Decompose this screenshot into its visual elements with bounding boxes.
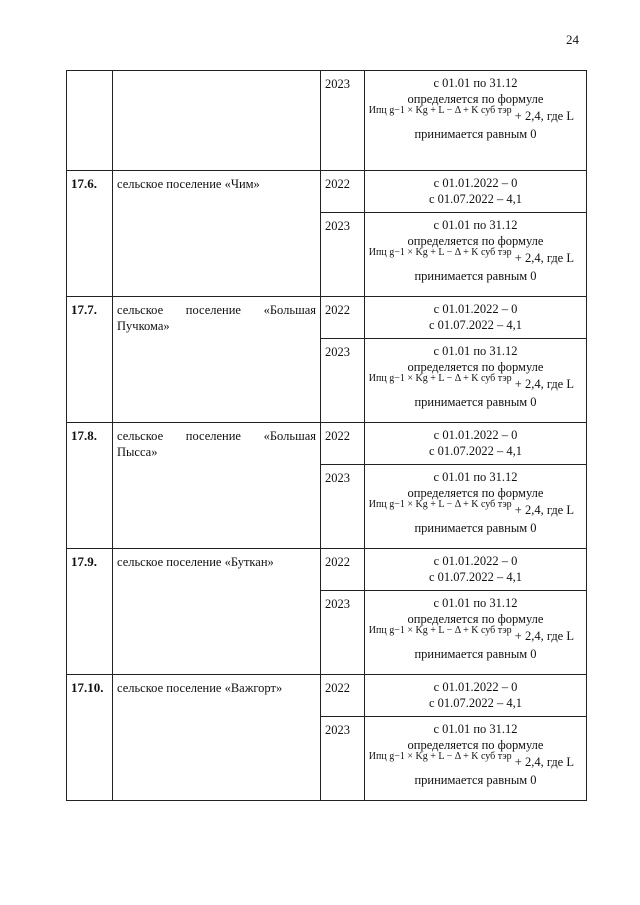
- period-value: [365, 71, 587, 171]
- period-value: [365, 213, 587, 297]
- period-value: [365, 171, 587, 213]
- formula-expression: Ипц g−1 × Kg + L − Δ + K суб тэр: [368, 625, 512, 636]
- period-value: [365, 339, 587, 423]
- item-number: 17.8.: [67, 423, 113, 549]
- table-row: [67, 297, 587, 339]
- value-line: с 01.01 по 31.12: [433, 218, 518, 232]
- value-line: с 01.01 по 31.12: [433, 76, 518, 90]
- table-row: [67, 423, 587, 465]
- period-year: 2022: [321, 675, 365, 717]
- formula: [367, 105, 584, 126]
- value-line: принимается равным 0: [414, 127, 537, 141]
- value-line: с 01.01 по 31.12: [433, 344, 518, 358]
- value-line: определяется по формуле: [407, 360, 544, 374]
- formula-tail: + 2,4, где L: [514, 251, 574, 265]
- value-line: с 01.07.2022 – 4,1: [428, 192, 523, 206]
- page-number: 24: [566, 32, 579, 47]
- formula-expression: Ипц g−1 × Kg + L − Δ + K суб тэр: [368, 373, 512, 384]
- period-value: [365, 297, 587, 339]
- table-row: [67, 549, 587, 591]
- value-line: с 01.01.2022 – 0: [433, 302, 518, 316]
- table-row: [67, 71, 587, 171]
- value-line: принимается равным 0: [414, 395, 537, 409]
- period-value: [365, 717, 587, 801]
- value-line: с 01.07.2022 – 4,1: [428, 570, 523, 584]
- settlement-name: сельское поселение «Чим»: [113, 171, 321, 297]
- value-line: принимается равным 0: [414, 269, 537, 283]
- tariff-table: [66, 70, 587, 801]
- item-number: 17.10.: [67, 675, 113, 801]
- table-body: [67, 71, 587, 801]
- item-number: 17.7.: [67, 297, 113, 423]
- period-value: [365, 423, 587, 465]
- value-line: с 01.01.2022 – 0: [433, 680, 518, 694]
- value-line: с 01.01 по 31.12: [433, 722, 518, 736]
- value-line: с 01.01.2022 – 0: [433, 554, 518, 568]
- value-line: определяется по формуле: [407, 612, 544, 626]
- settlement-name: сельское поселение «Большая Пысса»: [113, 423, 321, 549]
- formula: [367, 373, 584, 394]
- value-line: с 01.01 по 31.12: [433, 596, 518, 610]
- formula-expression: Ипц g−1 × Kg + L − Δ + K суб тэр: [368, 751, 512, 762]
- formula-tail: + 2,4, где L: [514, 377, 574, 391]
- value-line: с 01.01.2022 – 0: [433, 176, 518, 190]
- formula-expression: Ипц g−1 × Kg + L − Δ + K суб тэр: [368, 499, 512, 510]
- formula-tail: + 2,4, где L: [514, 629, 574, 643]
- table-row: [67, 171, 587, 213]
- settlement-name: [113, 71, 321, 171]
- formula: [367, 751, 584, 772]
- value-line: принимается равным 0: [414, 647, 537, 661]
- value-line: определяется по формуле: [407, 234, 544, 248]
- period-year: 2023: [321, 71, 365, 171]
- settlement-name: сельское поселение «Важгорт»: [113, 675, 321, 801]
- formula-expression: Ипц g−1 × Kg + L − Δ + K суб тэр: [368, 105, 512, 116]
- settlement-name: сельское поселение «Буткан»: [113, 549, 321, 675]
- period-year: 2023: [321, 213, 365, 297]
- period-year: 2022: [321, 423, 365, 465]
- item-number: 17.9.: [67, 549, 113, 675]
- value-line: с 01.01.2022 – 0: [433, 428, 518, 442]
- formula-expression: Ипц g−1 × Kg + L − Δ + K суб тэр: [368, 247, 512, 258]
- value-line: определяется по формуле: [407, 92, 544, 106]
- period-year: 2023: [321, 591, 365, 675]
- table-row: [67, 675, 587, 717]
- value-line: принимается равным 0: [414, 773, 537, 787]
- period-year: 2023: [321, 339, 365, 423]
- formula-tail: + 2,4, где L: [514, 503, 574, 517]
- period-value: [365, 591, 587, 675]
- value-line: с 01.07.2022 – 4,1: [428, 444, 523, 458]
- value-line: принимается равным 0: [414, 521, 537, 535]
- item-number: [67, 71, 113, 171]
- period-year: 2022: [321, 549, 365, 591]
- formula: [367, 247, 584, 268]
- value-line: с 01.01 по 31.12: [433, 470, 518, 484]
- period-year: 2023: [321, 717, 365, 801]
- value-line: с 01.07.2022 – 4,1: [428, 318, 523, 332]
- period-year: 2022: [321, 297, 365, 339]
- period-year: 2022: [321, 171, 365, 213]
- period-value: [365, 675, 587, 717]
- value-line: с 01.07.2022 – 4,1: [428, 696, 523, 710]
- formula-tail: + 2,4, где L: [514, 755, 574, 769]
- value-line: определяется по формуле: [407, 738, 544, 752]
- period-value: [365, 465, 587, 549]
- formula: [367, 625, 584, 646]
- item-number: 17.6.: [67, 171, 113, 297]
- period-year: 2023: [321, 465, 365, 549]
- value-line: определяется по формуле: [407, 486, 544, 500]
- formula-tail: + 2,4, где L: [514, 109, 574, 123]
- period-value: [365, 549, 587, 591]
- formula: [367, 499, 584, 520]
- settlement-name: сельское поселение «Большая Пучкома»: [113, 297, 321, 423]
